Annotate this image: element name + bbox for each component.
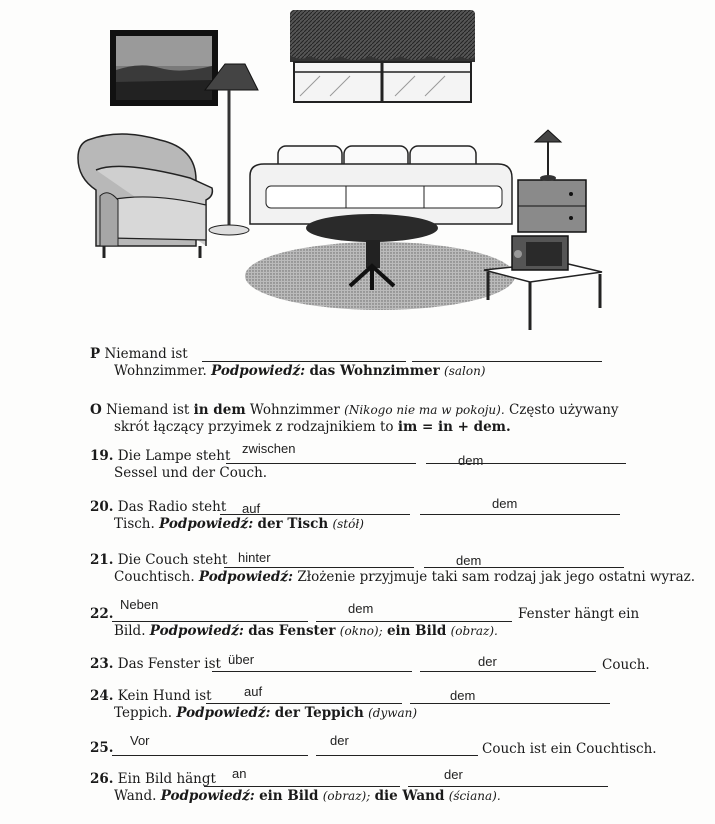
hint-translation: (okno); (339, 624, 383, 638)
answer-blank[interactable] (206, 703, 402, 704)
exercise-text: Niemand ist (106, 402, 190, 418)
hint-term: der Tisch (257, 516, 329, 532)
answer-text: der (478, 654, 497, 669)
side-cabinet (518, 130, 586, 232)
answer-blank[interactable] (112, 755, 308, 756)
line-text: skrót łączący przyimek z rodzajnikiem to (114, 419, 394, 435)
exercise-text: Couch ist ein Couchtisch. (482, 741, 657, 757)
living-room-illustration (0, 0, 715, 335)
line-text: Tisch. (114, 516, 155, 532)
hint-term: ein Bild (386, 623, 447, 639)
line-text: . (505, 419, 511, 435)
window (290, 10, 475, 102)
answer-text: zwischen (242, 441, 296, 456)
answer-text: dem (492, 496, 518, 511)
exercise-text: Często używany (508, 402, 619, 418)
exercise-text: Ein Bild hängt (117, 771, 216, 787)
hint-translation: (stół) (332, 517, 364, 531)
exercise-text: Niemand ist (104, 346, 188, 362)
exercise-number: P (90, 346, 101, 362)
answer-text: Vor (130, 733, 150, 748)
hint-translation: (obraz). (450, 624, 498, 638)
exercise-number: 23. (90, 656, 114, 672)
answer-blank[interactable] (412, 361, 602, 362)
answer-blank[interactable] (226, 463, 416, 464)
exercise-19 (90, 441, 650, 482)
exercise-20 (90, 496, 650, 533)
answer-blank[interactable] (420, 671, 596, 672)
answer-text: über (228, 652, 255, 667)
exercise-number: 19. (90, 448, 114, 464)
exercise-number: 24. (90, 688, 114, 704)
answer-text: Neben (120, 597, 159, 612)
hint-translation: (dywan) (368, 706, 418, 720)
answer-blank[interactable] (316, 621, 512, 622)
answer-blank[interactable] (212, 671, 412, 672)
answer-blank[interactable] (420, 514, 620, 515)
answer-blank[interactable] (204, 786, 400, 787)
exercise-text: Das Radio steht (117, 499, 227, 515)
hint-translation: (salon) (444, 364, 486, 378)
answer-text: der (444, 767, 463, 782)
exercise-21 (90, 550, 696, 586)
answer-text: dem (458, 453, 484, 468)
bold-text: in dem (193, 402, 246, 418)
hint-translation: (obraz); (322, 789, 371, 803)
exercise-number: O (90, 402, 102, 418)
hint-term: der Teppich (274, 705, 364, 721)
exercise-number: 22. (90, 606, 114, 622)
answer-blank[interactable] (408, 786, 608, 787)
hint-label: Podpowiedź: (149, 623, 244, 639)
exercise-text: Couch. (602, 657, 650, 673)
exercise-23 (90, 652, 650, 673)
answer-text: dem (450, 688, 476, 703)
hint-label: Podpowiedź: (176, 705, 271, 721)
couch (250, 146, 512, 224)
answer-blank[interactable] (316, 755, 478, 756)
exercise-number: 20. (90, 499, 114, 515)
hint-label: Podpowiedź: (160, 788, 255, 804)
exercise-22 (90, 597, 650, 640)
exercise-number: 25. (90, 740, 114, 756)
exercise-text: Die Couch steht (117, 552, 228, 568)
answer-text: der (330, 733, 349, 748)
hint-term: das Fenster (248, 623, 336, 639)
exercise-text: Wohnzimmer (249, 402, 340, 418)
line-text: Wand. (114, 788, 157, 804)
polish-example: (Nikogo nie ma w pokoju). (344, 403, 505, 417)
answer-text: auf (242, 501, 261, 516)
exercise-number: 26. (90, 771, 114, 787)
answer-text: hinter (238, 550, 271, 565)
exercise-text: Das Fenster ist (117, 656, 221, 672)
line-text: Sessel und der Couch. (114, 465, 268, 481)
hint-translation: (ściana). (448, 789, 501, 803)
hint-text: Złożenie przyjmuje taki sam rodzaj jak jego ostatni wyraz. (297, 569, 696, 585)
answer-blank[interactable] (224, 567, 414, 568)
small-table (484, 262, 602, 330)
exercise-24 (90, 684, 650, 722)
answer-text: dem (348, 601, 374, 616)
wall-picture (110, 30, 218, 106)
hint-term: das Wohnzimmer (309, 363, 440, 379)
radio (512, 236, 568, 270)
armchair (78, 134, 212, 258)
exercise-P (90, 346, 650, 380)
line-text: Bild. (114, 623, 146, 639)
answer-text: dem (456, 553, 482, 568)
exercise-O (90, 402, 650, 436)
answer-blank[interactable] (410, 703, 610, 704)
hint-label: Podpowiedź: (198, 569, 294, 585)
line-text: Couchtisch. (114, 569, 195, 585)
formula: im = in + dem (397, 419, 506, 435)
line-text: Wohnzimmer. (114, 363, 207, 379)
hint-label: Podpowiedź: (159, 516, 254, 532)
hint-term: ein Bild (259, 788, 319, 804)
answer-text: auf (244, 684, 263, 699)
exercise-text: Die Lampe steht (117, 448, 231, 464)
answer-blank[interactable] (202, 361, 406, 362)
exercise-number: 21. (90, 552, 114, 568)
hint-term: die Wand (374, 788, 445, 804)
exercise-text: Fenster hängt ein (518, 606, 640, 622)
exercise-text: Kein Hund ist (117, 688, 212, 704)
answer-text: an (232, 766, 247, 781)
exercise-26 (90, 766, 650, 805)
answer-blank[interactable] (112, 621, 308, 622)
hint-label: Podpowiedź: (211, 363, 306, 379)
answer-blank[interactable] (426, 463, 626, 464)
line-text: Teppich. (114, 705, 173, 721)
exercise-25 (90, 733, 657, 757)
answer-blank[interactable] (424, 567, 624, 568)
